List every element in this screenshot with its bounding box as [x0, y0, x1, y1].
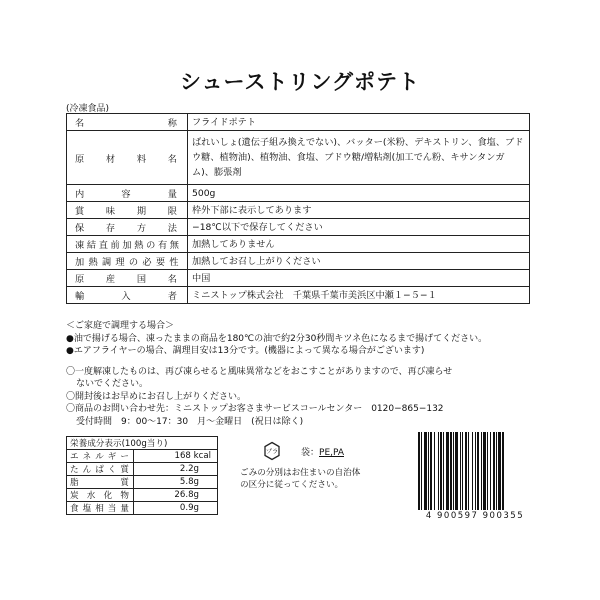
- plastic-recycle-icon: [262, 441, 282, 461]
- spec-row: [67, 131, 530, 185]
- spec-row: [67, 219, 530, 236]
- spec-value: フライドポテト: [188, 114, 530, 131]
- material-value: PE,PA: [319, 448, 344, 458]
- spec-label: 内容量: [67, 185, 188, 202]
- spec-value: 加熱してありません: [188, 236, 530, 253]
- cooking-notes: [66, 320, 546, 428]
- bag-label: 袋：: [301, 448, 320, 458]
- opened-note: 〇開封後はお早めにお召し上がりください。: [66, 391, 247, 402]
- spec-label: 賞味期限: [67, 202, 188, 219]
- nutrition-value: 26.8g: [134, 489, 218, 502]
- spec-value: −18℃以下で保存してください: [188, 219, 530, 236]
- barcode-bar: [493, 432, 495, 510]
- spec-row: [67, 287, 530, 304]
- oil-instruction: ●油で揚げる場合、凍ったままの商品を180℃の油で約2分30秒間キツネ色になるまで揚げてください。: [66, 333, 488, 344]
- barcode-bar: [440, 432, 442, 510]
- spec-row: [67, 114, 530, 131]
- nutrition-row: [67, 463, 218, 476]
- spec-value: 500g: [188, 185, 530, 202]
- nutrition-row: [67, 489, 218, 502]
- nutrition-label: 炭水化物: [67, 489, 134, 502]
- spec-row: [67, 253, 530, 270]
- refreeze-warning: 〇一度解凍したものは、再び凍らせると風味異常などをおこすことがありますので、再び凍らせ: [66, 366, 453, 377]
- barcode: [416, 432, 534, 510]
- nutrition-value: 168 kcal: [134, 450, 218, 463]
- cooking-header: ＜ご家庭で調理する場合＞: [66, 321, 175, 331]
- barcode-bar: [498, 432, 501, 510]
- barcode-bar: [453, 432, 454, 510]
- spec-value: ばれいしょ(遺伝子組み換えでない)、バッター(米粉、デキストリン、食塩、ブドウ糖、植物油)、植物油、食塩、ブドウ糖/増粘剤(加工でん粉、キサンタンガム)、膨張剤: [188, 131, 530, 185]
- spec-label: 凍結直前加熱の有無: [67, 236, 188, 253]
- spec-label: 名称: [67, 114, 188, 131]
- refreeze-warning-cont: ないでください。: [76, 379, 149, 389]
- barcode-bar: [481, 432, 482, 510]
- spec-value: ミニストップ株式会社 千葉県千葉市美浜区中瀬１−５−１: [188, 287, 530, 304]
- nutrition-header: 栄養成分表示(100g当り): [67, 437, 218, 450]
- product-category: (冷凍食品): [66, 104, 110, 114]
- barcode-bar: [490, 432, 491, 510]
- barcode-bar: [455, 432, 458, 510]
- barcode-bar: [438, 432, 439, 510]
- nutrition-label: エネルギー: [67, 450, 134, 463]
- barcode-bar: [472, 432, 473, 510]
- disposal-line-1: ごみの分別はお住まいの自治体: [240, 468, 361, 478]
- product-title: シューストリングポテト: [179, 70, 421, 94]
- barcode-bar: [465, 432, 467, 510]
- spec-row: [67, 270, 530, 287]
- air-fryer-instruction: ●エアフライヤーの場合、調理目安は13分です。(機器によって異なる場合がございます): [66, 346, 425, 356]
- barcode-bar: [468, 432, 469, 510]
- barcode-bar: [502, 432, 504, 510]
- barcode-bar: [460, 432, 461, 510]
- nutrition-label: たんぱく質: [67, 463, 134, 476]
- barcode-bar: [487, 432, 488, 510]
- inquiry-hours: 受付時間 9：00〜17：30 月〜金曜日 (祝日は除く): [76, 416, 304, 427]
- barcode-bar: [430, 432, 432, 510]
- spec-row: [67, 236, 530, 253]
- spec-value: 加熱してお召し上がりください: [188, 253, 530, 270]
- barcode-bar: [450, 432, 452, 510]
- nutrition-value: 5.8g: [134, 476, 218, 489]
- nutrition-row: [67, 476, 218, 489]
- nutrition-value: 0.9g: [134, 502, 218, 515]
- nutrition-label: 食塩相当量: [67, 502, 134, 515]
- spec-label: 輸入者: [67, 287, 188, 304]
- spec-value: 枠外下部に表示してあります: [188, 202, 530, 219]
- nutrition-table: [66, 436, 218, 515]
- nutrition-row: [67, 450, 218, 463]
- nutrition-value: 2.2g: [134, 463, 218, 476]
- barcode-bar: [475, 432, 476, 510]
- barcode-bar: [428, 432, 429, 510]
- spec-row: [67, 202, 530, 219]
- barcode-bar: [446, 432, 449, 510]
- nutrition-label: 脂質: [67, 476, 134, 489]
- spec-table: [66, 113, 530, 304]
- barcode-bar: [462, 432, 463, 510]
- spec-label: 保存方法: [67, 219, 188, 236]
- spec-row: [67, 185, 530, 202]
- barcode-bar: [477, 432, 479, 510]
- barcode-number: 4 900597 900355: [425, 511, 525, 521]
- barcode-bar: [483, 432, 486, 510]
- spec-label: 原材料名: [67, 131, 188, 185]
- disposal-line-2: の区分に従ってください。: [240, 480, 344, 490]
- nutrition-row: [67, 502, 218, 515]
- disposal-note: [240, 467, 380, 491]
- barcode-bar: [496, 432, 497, 510]
- spec-label: 加熱調理の必要性: [67, 253, 188, 270]
- inquiry-contact: 〇商品のお問い合わせ先：ミニストップお客さまサービスコールセンター 0120−865−132: [66, 404, 444, 414]
- barcode-bar: [443, 432, 444, 510]
- recycle-mark-label: プラ: [265, 448, 279, 456]
- barcode-bar: [421, 432, 422, 510]
- packaging-material: [301, 445, 344, 458]
- spec-value: 中国: [188, 270, 530, 287]
- barcode-bar: [434, 432, 435, 510]
- spec-label: 原産国名: [67, 270, 188, 287]
- barcode-bar: [424, 432, 427, 510]
- barcode-bar: [418, 432, 420, 510]
